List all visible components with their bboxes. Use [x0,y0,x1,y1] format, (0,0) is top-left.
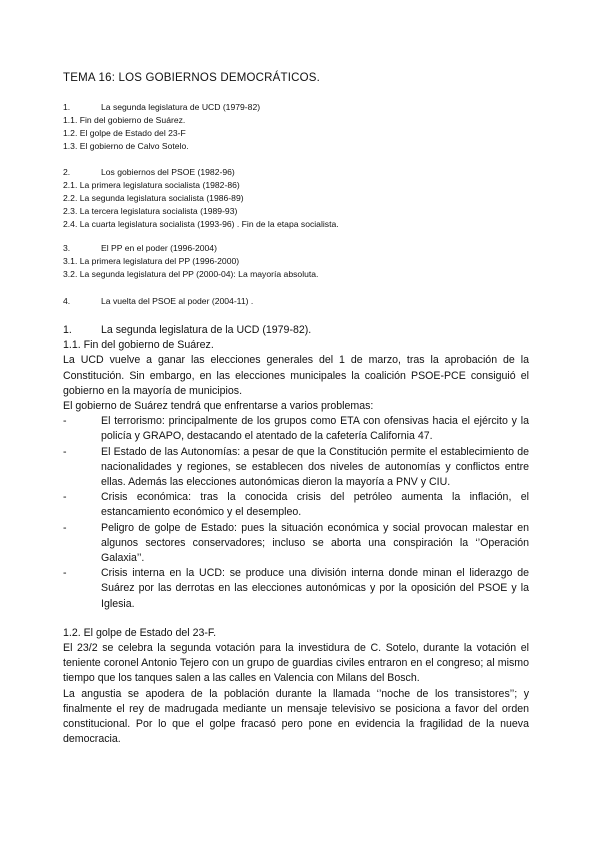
section-heading [63,323,529,338]
toc-subitem: 1.1. Fin del gobierno de Suárez. [63,115,186,125]
paragraph: La angustia se apodera de la población durante la llamada ‘’noche de los transistores’’; y finalmente el rey de madrugada mediante un mensaje televisivo se posiciona a favor del orden constitucional. Por lo que el golpe fracasó pero pone en evidencia la fragilidad de la nueva democracia. [63,687,529,746]
bullet-dash: - [63,521,67,534]
list-item [63,445,529,491]
toc-number: 4. [63,296,71,306]
bullet-dash: - [63,415,67,428]
toc-number: 3. [63,243,71,253]
list-item [63,414,529,444]
toc-group-1 [63,101,543,153]
subsection-heading: 1.1. Fin del gobierno de Suárez. [63,339,214,352]
section-heading-text: La segunda legislatura de la UCD (1979-82). [101,324,312,336]
toc-subitem: 2.1. La primera legislatura socialista (1982-86) [63,180,240,190]
toc-subitem: 3.2. La segunda legislatura del PP (2000-04): La mayoría absoluta. [63,269,319,279]
paragraph: El gobierno de Suárez tendrá que enfrentarse a varios problemas: [63,400,374,413]
subsection-heading: 1.2. El golpe de Estado del 23-F. [63,626,217,639]
paragraph: El 23/2 se celebra la segunda votación para la investidura de C. Sotelo, durante la votación el teniente coronel Antonio Tejero con un grupo de guardias civiles entraron en el congreso; al mismo tiempo que los tanques salen a las calles en Valencia con Milans del Bosch. [63,642,529,685]
section-number: 1. [63,324,72,336]
toc-subitem: 1.3. El gobierno de Calvo Sotelo. [63,141,189,151]
toc-group-2 [63,166,543,231]
bullet-dash: - [63,567,67,580]
bullet-dash: - [63,491,67,504]
spacer [63,612,529,626]
list-item [63,566,529,612]
document-body [63,323,529,747]
list-item-text: Peligro de golpe de Estado: pues la situación económica y social provocan malestar en algunos sectores conservadores; incluso se aborta una conspiración la ‘’Operación Galaxia’’. [101,521,529,565]
toc-heading-text: El PP en el poder (1996-2004) [101,243,217,253]
list-item [63,521,529,567]
toc-group-3 [63,242,543,281]
toc-subitem: 3.1. La primera legislatura del PP (1996-2000) [63,256,240,266]
toc-number: 1. [63,102,71,112]
list-item-text: Crisis económica: tras la conocida crisis del petróleo aumenta la inflación, el estancamiento económico y el desempleo. [101,491,529,519]
toc-heading-text: La vuelta del PSOE al poder (2004-11) . [101,296,254,306]
toc-subitem: 2.2. La segunda legislatura socialista (1986-89) [63,193,244,203]
list-item-text: El Estado de las Autonomías: a pesar de que la Constitución permite el establecimiento de nacionalidades y regiones, se establecen dos niveles de autonomías y conflictos entre ellas. Además las elecciones autonómicas dieron la mayoría a PNV y CIU. [101,445,529,489]
document-title: TEMA 16: LOS GOBIERNOS DEMOCRÁTICOS. [63,72,321,84]
toc-heading-text: La segunda legislatura de UCD (1979-82) [101,102,261,112]
toc-number: 2. [63,167,71,177]
paragraph: La UCD vuelve a ganar las elecciones generales del 1 de marzo, tras la aprobación de la Constitución. Sin embargo, en las elecciones municipales la coalición PSOE-PCE consiguió el gobierno en la mayoría de municipios. [63,354,529,397]
list-item [63,490,529,520]
list-item-text: El terrorismo: principalmente de los grupos como ETA con ofensivas hacia el ejército y la policía y GRAPO, destacando el atentado de la cafetería California 47. [101,415,529,443]
toc-subitem: 2.3. La tercera legislatura socialista (1989-93) [63,206,238,216]
toc-heading [63,242,543,255]
toc-subitem: 1.2. El golpe de Estado del 23-F [63,128,186,138]
bullet-dash: - [63,445,67,458]
toc-heading [63,166,543,179]
toc-heading [63,101,543,114]
toc-heading [63,295,543,308]
list-item-text: Crisis interna en la UCD: se produce una división interna donde minan el liderazgo de Suárez por las derrotas en las elecciones autonómicas y por la oposición del PSOE y la Iglesia. [101,567,529,610]
toc-group-4 [63,295,543,308]
toc-subitem: 2.4. La cuarta legislatura socialista (1993-96) . Fin de la etapa socialista. [63,219,339,229]
toc-heading-text: Los gobiernos del PSOE (1982-96) [101,167,235,177]
